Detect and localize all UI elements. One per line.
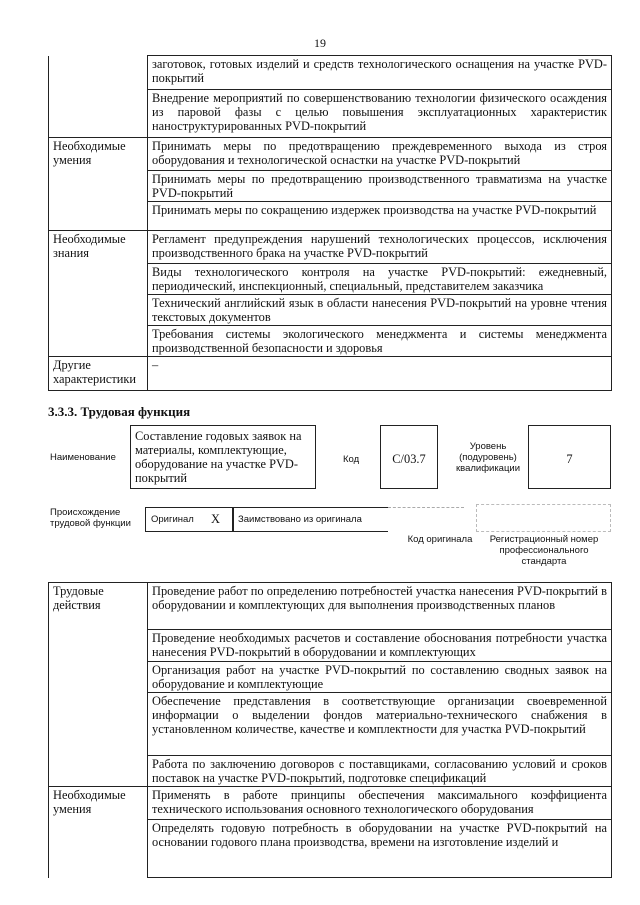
table-row [49, 295, 612, 326]
row-label: Другие характеристики [49, 357, 148, 391]
code-original-label: Код оригинала [407, 534, 473, 545]
level-label: Уровень (подуровень) квалификации [455, 441, 521, 474]
level-value: 7 [566, 452, 573, 466]
row-cell: Обеспечение представления в соответствующие организации своевременной информации о выделении фондов материально-технического снабжения в установленном количестве, качестве и комплектности для участка PVD-покрытий [148, 693, 612, 756]
table-row [49, 171, 612, 202]
page-number: 19 [314, 36, 326, 50]
row-cell: Определять годовую потребность в оборудовании на участке PVD-покрытий на основании годового плана производства, времени на изготовление изделий и [148, 820, 612, 878]
row-cell: Применять в работе принципы обеспечения максимального коэффициента технического использования основного технологического оборудования [148, 787, 612, 820]
table-row [49, 787, 612, 820]
function-name: Составление годовых заявок на материалы, комплектующие, оборудование на участке PVD-покрытий [135, 429, 302, 485]
row-label [49, 693, 148, 756]
row-cell: Регламент предупреждения нарушений технологических процессов, исключения производственного брака на участке PVD-покрытий [148, 231, 612, 264]
row-label: Трудовые действия [49, 583, 148, 630]
function-name-box [130, 425, 316, 489]
code-box [380, 425, 438, 489]
row-label [49, 756, 148, 787]
table-row [49, 138, 612, 171]
table-row [49, 326, 612, 357]
table-row [49, 756, 612, 787]
borrowed-label: Заимствовано из оригинала [238, 514, 362, 525]
table-row [49, 56, 612, 90]
function-details-table [48, 582, 612, 878]
original-label: Оригинал [151, 514, 194, 525]
row-cell: Организация работ на участке PVD-покрытий по составлению сводных заявок на оборудование и комплектующие [148, 662, 612, 693]
original-cell [145, 507, 233, 532]
original-mark: X [211, 512, 220, 526]
code-label: Код [343, 454, 360, 465]
competency-table-continued [48, 55, 612, 391]
table-row [49, 202, 612, 231]
row-label [49, 662, 148, 693]
table-row [49, 264, 612, 295]
level-box [528, 425, 611, 489]
row-label [49, 202, 148, 231]
table-row [49, 662, 612, 693]
row-cell: Требования системы экологического менеджмента и системы менеджмента производственной безопасности и здоровья [148, 326, 612, 357]
row-cell: Принимать меры по сокращению издержек производства на участке PVD-покрытий [148, 202, 612, 231]
row-label: Необходимые умения [49, 787, 148, 820]
name-label: Наименование [50, 452, 116, 463]
borrowed-cell [233, 507, 388, 532]
row-cell: Проведение необходимых расчетов и составление обоснования потребности участка нанесения PVD-покрытий в оборудовании и комплектующих [148, 630, 612, 662]
row-cell: Виды технологического контроля на участке PVD-покрытий: ежедневный, периодический, инспекционный, специальный, представителем заказчика [148, 264, 612, 295]
code-value: C/03.7 [392, 452, 426, 466]
row-label [49, 264, 148, 295]
row-cell: Принимать меры по предотвращению производственного травматизма на участке PVD-покрытий [148, 171, 612, 202]
table-row [49, 583, 612, 630]
row-cell: Работа по заключению договоров с поставщиками, согласованию условий и сроков поставок на участке PVD-покрытий, подготовке спецификаций [148, 756, 612, 787]
row-label: Необходимые умения [49, 138, 148, 171]
row-label [49, 171, 148, 202]
row-cell: Внедрение мероприятий по совершенствованию технологии физического осаждения из паровой фазы с целью повышения эксплуатационных характеристик наноструктурированных PVD-покрытий [148, 90, 612, 138]
row-cell: Принимать меры по предотвращению преждевременного выхода из строя оборудования и технологической оснастки на участке PVD-покрытий [148, 138, 612, 171]
row-cell: Проведение работ по определению потребностей участка нанесения PVD-покрытий в оборудовании и комплектующих для выполнения производственных планов [148, 583, 612, 630]
row-label: Необходимые знания [49, 231, 148, 264]
row-cell: – [148, 357, 612, 391]
row-label [49, 90, 148, 138]
row-label [49, 326, 148, 357]
row-label [49, 295, 148, 326]
row-label [49, 630, 148, 662]
row-cell: Технический английский язык в области нанесения PVD-покрытий на уровне чтения текстовых документов [148, 295, 612, 326]
reg-number-label: Регистрационный номер профессионального стандарта [489, 534, 599, 567]
table-row [49, 357, 612, 391]
origin-label: Происхождение трудовой функции [50, 507, 131, 529]
row-label [49, 56, 148, 90]
table-row [49, 90, 612, 138]
table-row [49, 231, 612, 264]
table-row [49, 820, 612, 878]
code-original-cell [388, 507, 464, 532]
section-title: 3.3.3. Трудовая функция [48, 404, 191, 419]
row-label [49, 820, 148, 878]
table-row [49, 630, 612, 662]
row-cell: заготовок, готовых изделий и средств технологического оснащения на участке PVD-покрытий [148, 56, 612, 90]
table-row [49, 693, 612, 756]
reg-number-cell [476, 504, 611, 532]
